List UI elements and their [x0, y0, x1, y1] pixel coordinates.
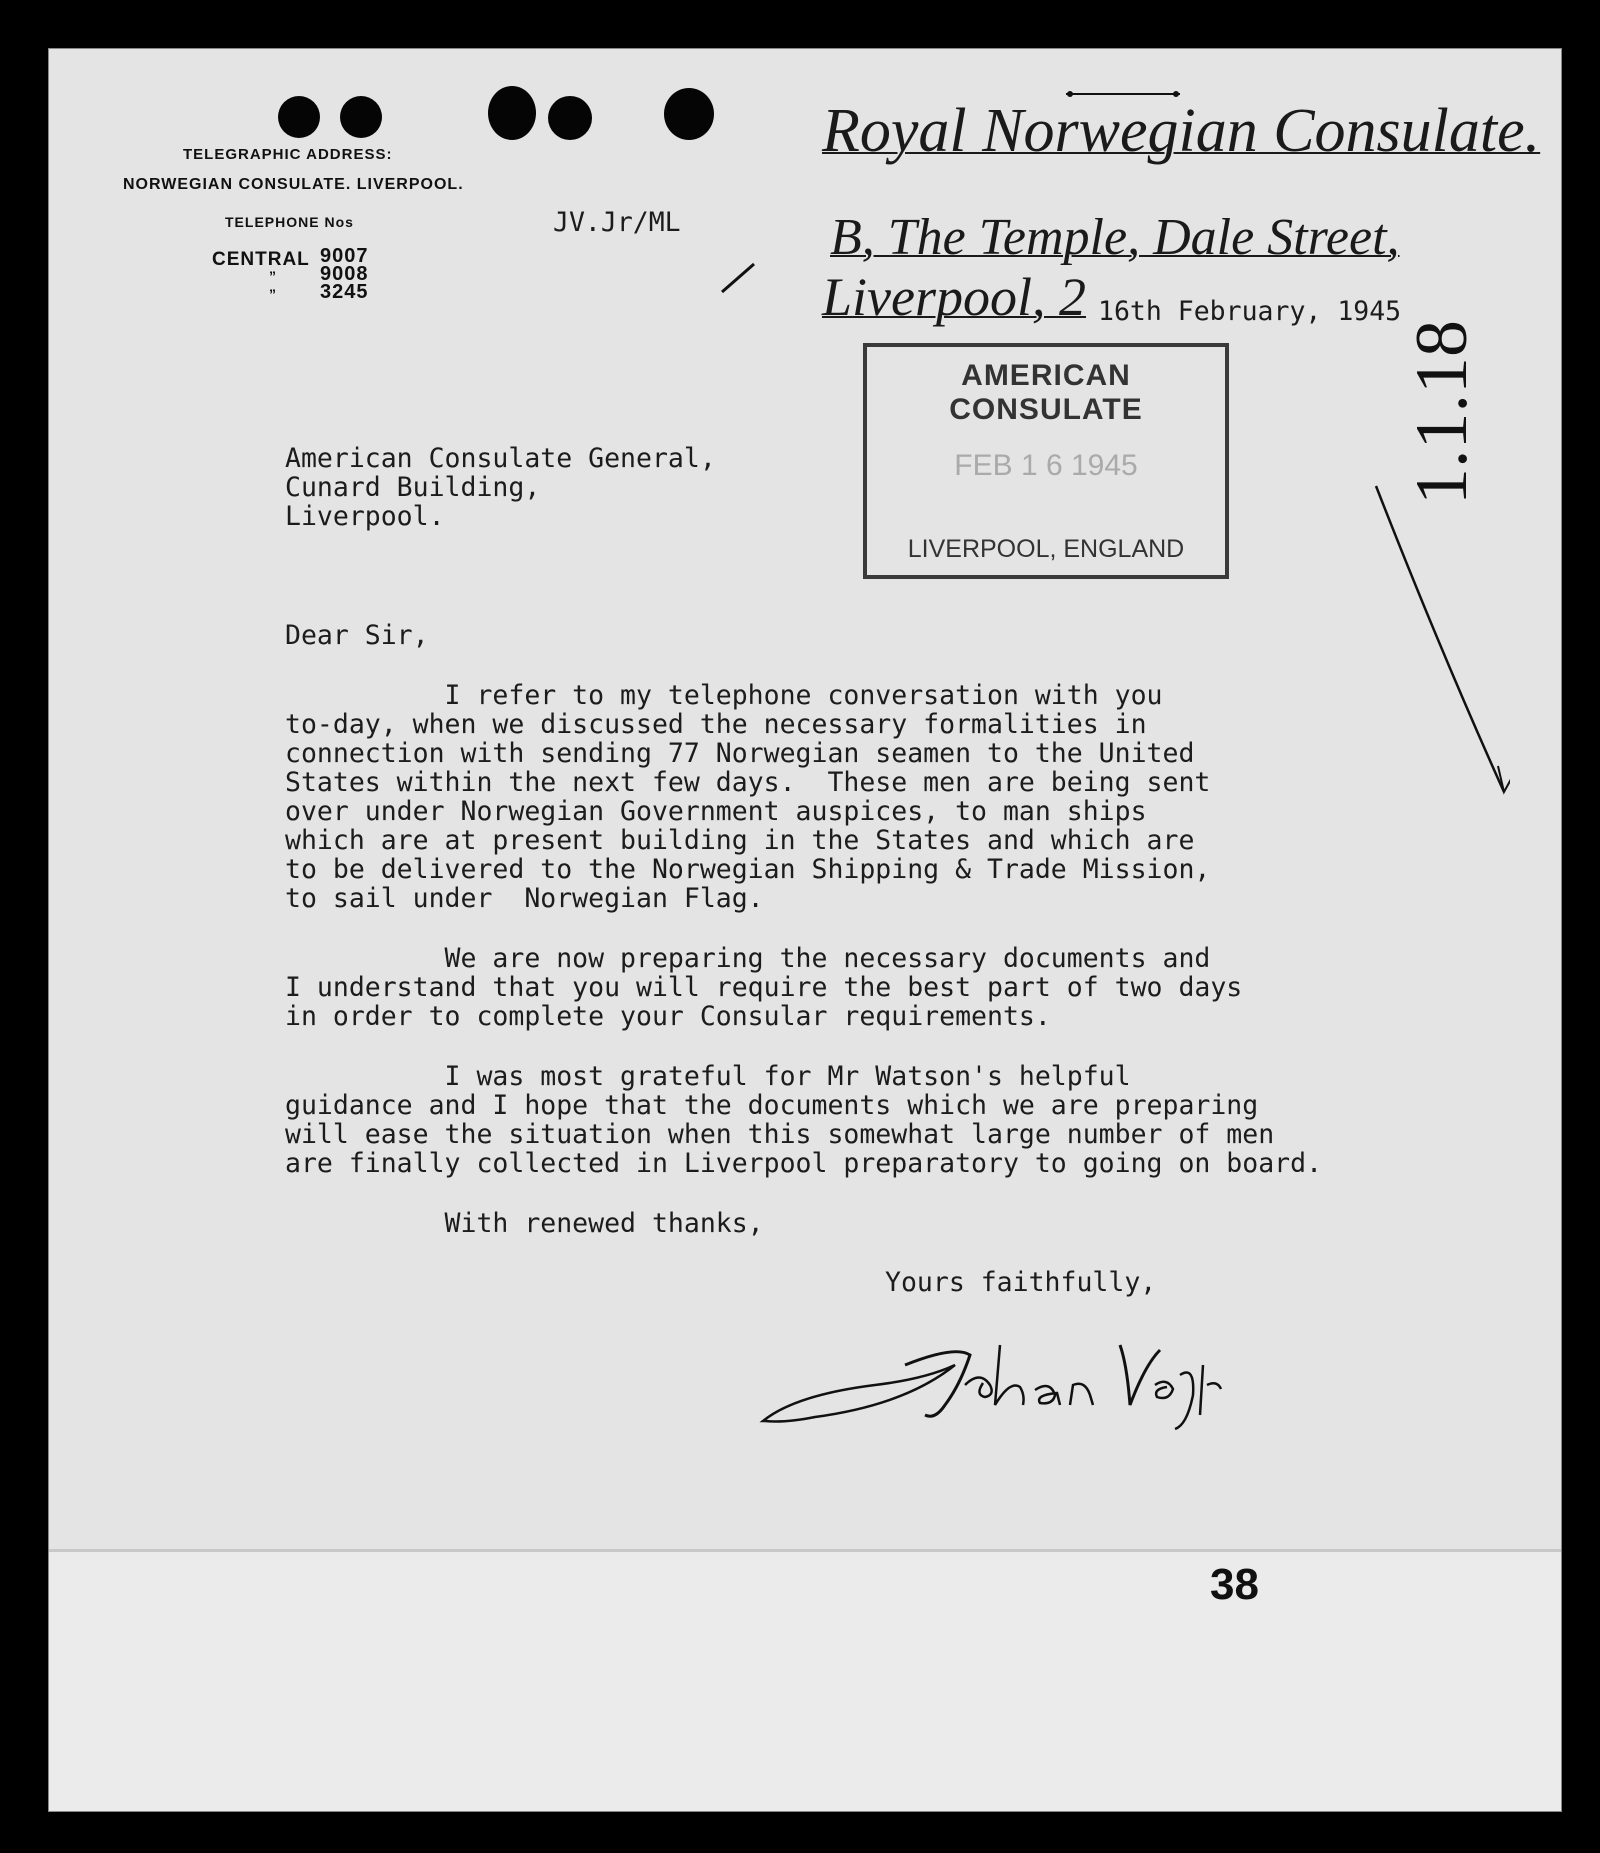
phone-number: 9008 — [320, 263, 369, 285]
body-line: connection with sending 77 Norwegian seamen to the United — [285, 738, 1195, 769]
recipient-line: Cunard Building, — [285, 472, 541, 503]
body-line: I was most grateful for Mr Watson's helpful — [285, 1061, 1131, 1092]
stamp-consulate: AMERICAN CONSULATE — [949, 359, 1143, 426]
closing: Yours faithfully, — [885, 1267, 1157, 1298]
body-line: to-day, when we discussed the necessary formalities in — [285, 709, 1147, 740]
phone-number: 3245 — [320, 281, 369, 303]
phone-number: 9007 — [320, 245, 369, 267]
recipient-line: Liverpool. — [285, 501, 445, 532]
handwritten-arrow — [1370, 480, 1510, 800]
salutation: Dear Sir, — [285, 620, 429, 651]
phone-ditto-mark: ” — [269, 268, 277, 284]
consulate-address-line2: Liverpool, 2 — [822, 267, 1086, 327]
body-line: I refer to my telephone conversation with you — [285, 680, 1163, 711]
punch-hole — [278, 96, 320, 138]
handwritten-signature — [755, 1325, 1225, 1435]
body-line: to sail under Norwegian Flag. — [285, 883, 764, 914]
body-line: are finally collected in Liverpool preparatory to going on board. — [285, 1148, 1323, 1179]
received-stamp — [863, 343, 1229, 579]
letter-date: 16th February, 1945 — [1098, 296, 1402, 327]
letterhead-flourish — [1064, 84, 1184, 104]
telephone-label: TELEPHONE Nos — [225, 214, 354, 230]
telegraphic-address-label: TELEGRAPHIC ADDRESS: — [183, 146, 393, 163]
punch-hole — [488, 86, 536, 140]
body-line: guidance and I hope that the documents which we are preparing — [285, 1090, 1259, 1121]
paper-lower-band — [49, 1552, 1561, 1811]
stamp-date: FEB 1 6 1945 — [954, 449, 1138, 482]
body-line: over under Norwegian Government auspices, to man ships — [285, 796, 1147, 827]
body-line: to be delivered to the Norwegian Shipping & Trade Mission, — [285, 854, 1211, 885]
page-number: 38 — [1210, 1560, 1259, 1609]
punch-hole — [664, 88, 714, 140]
body-line: will ease the situation when this somewhat large number of men — [285, 1119, 1275, 1150]
reference-slash-mark — [718, 258, 758, 298]
body-line: States within the next few days. These men are being sent — [285, 767, 1211, 798]
body-line: I understand that you will require the best part of two days — [285, 972, 1243, 1003]
body-line: which are at present building in the States and which are — [285, 825, 1195, 856]
stamp-location: LIVERPOOL, ENGLAND — [907, 535, 1185, 563]
phone-exchange: CENTRAL — [212, 249, 310, 270]
reference-code: JV.Jr/ML — [553, 207, 681, 238]
consulate-address-line1: B, The Temple, Dale Street, — [830, 209, 1400, 266]
recipient-line: American Consulate General, — [285, 443, 716, 474]
punch-hole — [340, 96, 382, 138]
body-line: With renewed thanks, — [285, 1208, 764, 1239]
phone-ditto-mark: ” — [269, 286, 277, 302]
body-line: in order to complete your Consular requirements. — [285, 1001, 1051, 1032]
consulate-name: Royal Norwegian Consulate. — [822, 97, 1541, 165]
handwritten-file-number: 1.1.18 — [1401, 320, 1483, 505]
telegraphic-address: NORWEGIAN CONSULATE. LIVERPOOL. — [123, 176, 464, 193]
body-line: We are now preparing the necessary documents and — [285, 943, 1211, 974]
punch-hole — [548, 96, 592, 140]
